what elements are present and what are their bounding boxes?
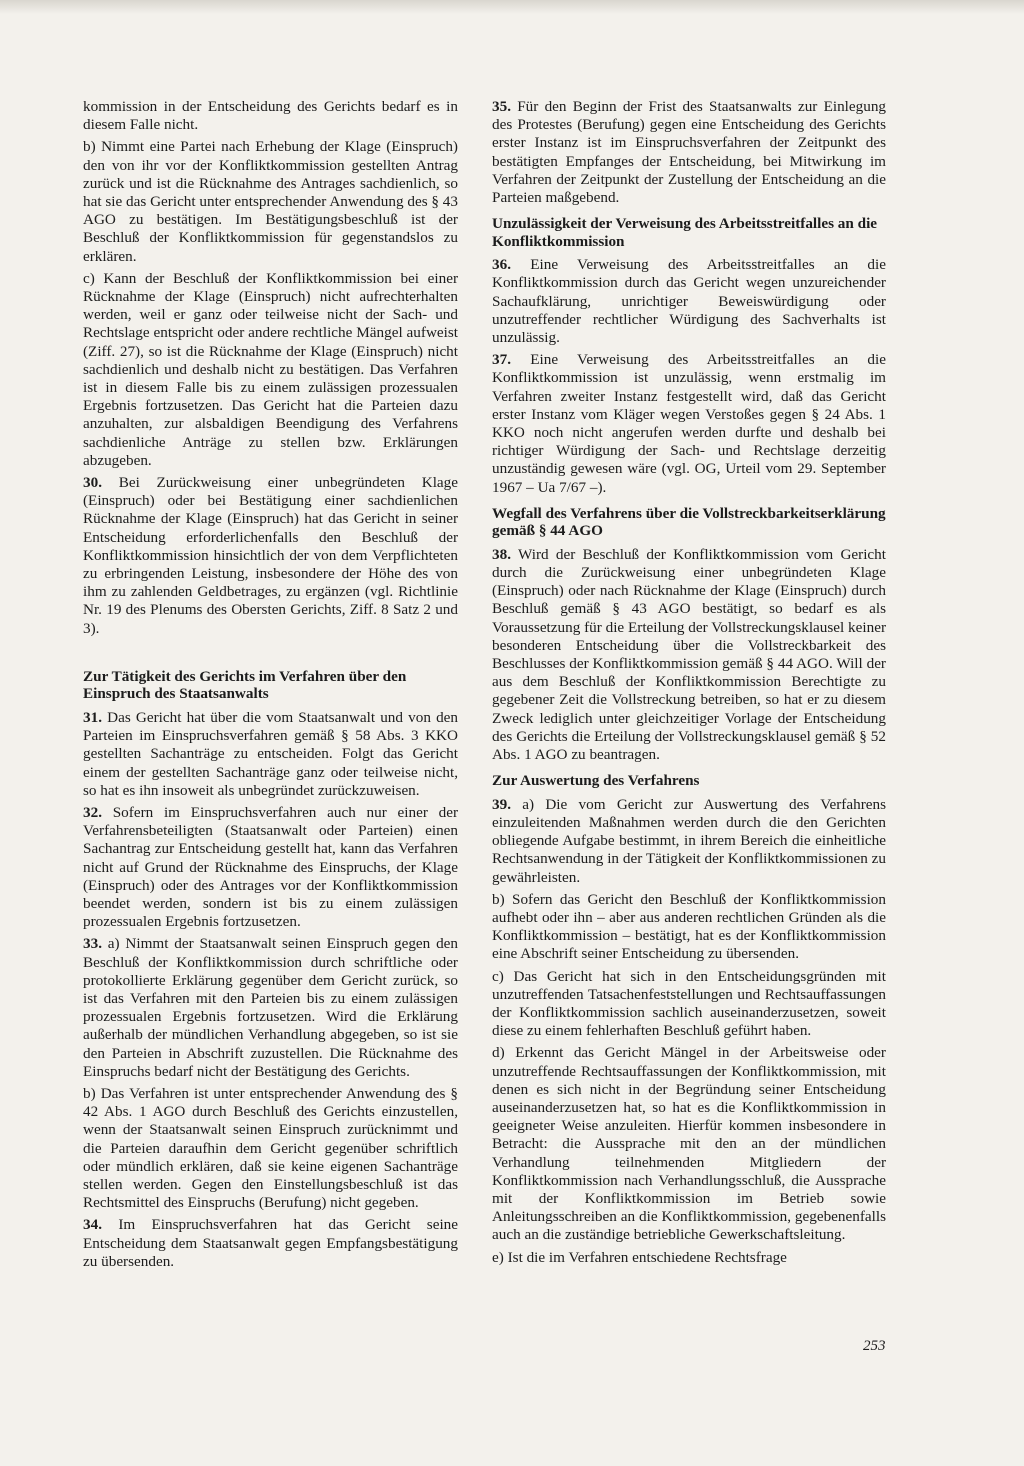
- paragraph-text: e) Ist die im Verfahren entschiedene Rechtsfrage: [492, 1248, 787, 1266]
- paragraph: [83, 935, 458, 1081]
- paragraph-text: b) Nimmt eine Partei nach Erhebung der Klage (Einspruch) den von ihr vor der Konfliktkommission gestellten Antrag zurück und ist die Rücknahme des Antrages sachdienlich, so hat sie das Gericht unter entsprechender Anwendung des § 43 AGO zu bestätigen. Im Bestätigungsbeschluß ist der Beschluß der Konfliktkommission für gegenstandslos zu erklären.: [83, 138, 458, 265]
- paragraph: [83, 474, 458, 638]
- scan-edge: [0, 0, 1024, 14]
- paragraph-text: c) Kann der Beschluß der Konfliktkommission bei einer Rücknahme der Klage (Einspruch) nicht aufrechterhalten werden, weil er ganz oder teilweise nicht der Sach- und Rechtslage entspricht oder andere rechtliche Mängel aufweist (Ziff. 27), so ist die Rücknahme der Klage (Einspruch) nicht sachdienlich und deshalb nicht zu bestätigen. Das Verfahren ist in diesem Falle bis zu einem zulässigen prozessualen Ergebnis fortzusetzen. Das Gericht hat die Parteien dazu anzuhalten, zur alsbaldigen Beendigung des Verfahrens sachdienliche Anträge zu stellen bzw. Erklärungen abzugeben.: [83, 269, 458, 469]
- paragraph-text: Eine Verweisung des Arbeitsstreitfalles an die Konfliktkommission ist unzulässig, wenn erstmalig im Verfahren zweiter Instanz festgestellt wird, daß das Gericht erster Instanz vom Kläger wegen Verstoßes gegen § 24 Abs. 1 KKO noch nicht angerufen werden durfte und deshalb bei richtiger Würdigung der Sach- und Rechtslage derzeitig unzuständig gewesen wäre (vgl. OG, Urteil vom 29. September 1967 – Ua 7/67 –).: [492, 351, 886, 496]
- paragraph: [83, 1216, 458, 1271]
- paragraph: [83, 1085, 458, 1212]
- paragraph-number: 39.: [492, 795, 511, 813]
- paragraph: [492, 98, 886, 207]
- paragraph: [492, 891, 886, 964]
- paragraph-text: Wird der Beschluß der Konfliktkommission vom Gericht durch die Zurückweisung einer unbegründeten Klage (Einspruch) oder nach Rücknahme der Klage (Einspruch) durch Beschluß gemäß § 43 AGO bestätigt, so bedarf es als Voraussetzung für die Erteilung der Vollstreckungsklausel keiner besonderen Entscheidung über die Vollstreckbarkeit des Beschlusses der Konfliktkommission gemäß § 44 AGO. Will der aus dem Beschluß der Konfliktkommission Berechtigte zu gegebener Zeit die Vollstreckung betreiben, so hat er zu diesem Zweck lediglich unter gleichzeitiger Vorlage der Entscheidung des Gerichts die Erteilung der Vollstreckungsklausel gemäß § 52 Abs. 1 AGO zu beantragen.: [492, 545, 886, 764]
- right-column: [492, 98, 886, 1271]
- section-heading-text: Zur Tätigkeit des Gerichts im Verfahren über den Einspruch des Staatsanwalts: [83, 667, 407, 703]
- paragraph: [83, 138, 458, 265]
- paragraph: [83, 804, 458, 931]
- paragraph: [492, 1249, 886, 1267]
- paragraph-number: 32.: [83, 803, 102, 821]
- paragraph-text: d) Erkennt das Gericht Mängel in der Arbeitsweise oder unzutreffende Rechtsauffassungen der Konfliktkommission, mit denen es sich nicht in der Begründung seiner Entscheidung auseinanderzusetzen hat, so hat es die Konfliktkommission in geeigneter Weise anzuleiten. Hierfür kommen insbesondere in Betracht: die Aussprache mit den an der mündlichen Verhandlung teilnehmenden Mitgliedern der Konfliktkommission nach Verhandlungsschluß, die Aussprache mit der Konfliktkommission im Betrieb sowie Anleitungsschreiben an die Konfliktkommission, gegebenenfalls auch an die zuständige betriebliche Gewerkschaftsleitung.: [492, 1044, 886, 1244]
- paragraph-text: c) Das Gericht hat sich in den Entscheidungsgründen mit unzutreffenden Tatsachenfeststellungen und Rechtsauffassungen der Konfliktkommission sachlich auseinanderzusetzen, soweit diese zu einem fehlerhaften Beschluß geführt haben.: [492, 967, 886, 1040]
- left-column: [83, 98, 458, 1275]
- section-heading: [83, 668, 458, 703]
- paragraph-text: a) Nimmt der Staatsanwalt seinen Einspruch gegen den Beschluß der Konfliktkommission durch schriftliche oder protokollierte Erklärung gegenüber dem Gericht zurück, so ist das Verfahren mit den Parteien bis zu einem zulässigen prozessualen Ergebnis fortzusetzen. Wird die Erklärung außerhalb der mündlichen Verhandlung abgegeben, so ist sie den Parteien in Abschrift zuzustellen. Die Rücknahme des Einspruchs bedarf nicht der Bestätigung des Gerichts.: [83, 935, 458, 1080]
- paragraph: [492, 1044, 886, 1244]
- paragraph: [492, 796, 886, 887]
- paragraph-text: a) Die vom Gericht zur Auswertung des Verfahrens einzuleitenden Maßnahmen werden durch die den Gerichten obliegende Aufgabe bestimmt, in ihrem Bereich die einheitliche Rechtsanwendung in der Tätigkeit der Konfliktkommissionen zu gewährleisten.: [492, 795, 887, 886]
- paragraph-number: 31.: [83, 708, 102, 726]
- page-number: 253: [863, 1338, 886, 1354]
- section-heading-text: Zur Auswertung des Verfahrens: [492, 772, 700, 790]
- section-heading-text: Wegfall des Verfahrens über die Vollstreckbarkeitserklärung gemäß § 44 AGO: [492, 504, 886, 540]
- paragraph-text: b) Sofern das Gericht den Beschluß der Konfliktkommission aufhebt oder ihn – aber aus anderen rechtlichen Gründen als die Konfliktkommission – bestätigt, hat es der Konfliktkommission eine Abschrift seiner Entscheidung zu übersenden.: [492, 890, 886, 963]
- paragraph: [83, 709, 458, 800]
- paragraph-text: Sofern im Einspruchsverfahren auch nur einer der Verfahrensbeteiligten (Staatsanwalt oder Parteien) einen Sachantrag zur Entscheidung gestellt hat, kann das Verfahren nicht auf Grund der Rücknahme des Einspruchs, der Klage (Einspruch) oder des Antrages vor der Konfliktkommission beendet werden, sondern ist bis zu einem zulässigen prozessualen Ergebnis fortzusetzen.: [83, 803, 459, 931]
- paragraph-text: Bei Zurückweisung einer unbegründeten Klage (Einspruch) oder bei Bestätigung einer sachdienlichen Rücknahme der Klage (Einspruch) hat das Gericht in seiner Entscheidung erforderlichenfalls den Beschluß der Konfliktkommission hinsichtlich der von dem Verpflichteten zu erbringenden Leistung, insbesondere der Höhe des von ihm zu zahlenden Geldbetrages, zu ergänzen (vgl. Richtlinie Nr. 19 des Plenums des Obersten Gerichts, Ziff. 8 Satz 2 und 3).: [83, 474, 458, 637]
- paragraph: [83, 98, 458, 134]
- paragraph-number: 34.: [83, 1216, 102, 1234]
- paragraph-text: b) Das Verfahren ist unter entsprechender Anwendung des § 42 Abs. 1 AGO durch Beschluß des Gerichts einzustellen, wenn der Staatsanwalt seinen Einspruch zurücknimmt und die Parteien daraufhin dem Gericht gegenüber schriftlich oder mündlich erklären, daß sie keine eigenen Sachanträge stellen werden. Gegen den Einstellungsbeschluß ist das Rechtsmittel des Einspruchs (Berufung) nicht gegeben.: [83, 1084, 458, 1212]
- paragraph: [492, 968, 886, 1041]
- paragraph-number: 33.: [83, 935, 102, 953]
- section-heading-text: Unzulässigkeit der Verweisung des Arbeitsstreitfalles an die Konfliktkommission: [492, 215, 878, 250]
- paragraph-text: Für den Beginn der Frist des Staatsanwalts zur Einlegung des Protestes (Berufung) gegen eine Entscheidung des Gerichts erster Instanz ist im Einspruchsverfahren der Zeitpunkt des bestätigten Empfanges der Entscheidung, bei Mitwirkung im Verfahren der Zeitpunkt der Zustellung der Entscheidung an die Parteien maßgebend.: [492, 98, 887, 207]
- paragraph-number: 35.: [492, 98, 511, 115]
- paragraph-number: 38.: [492, 545, 511, 563]
- paragraph-number: 37.: [492, 351, 511, 369]
- paragraph-text: Das Gericht hat über die vom Staatsanwalt und von den Parteien im Einspruchsverfahren gemäß § 58 Abs. 3 KKO gestellten Sachanträge zu entscheiden. Folgt das Gericht einem der gestellten Sachanträge ganz oder teilweise nicht, so hat es ihn insoweit als unbegründet zurückzuweisen.: [83, 708, 458, 799]
- paragraph: [492, 351, 886, 497]
- section-heading: [492, 505, 886, 540]
- paragraph: [492, 256, 886, 347]
- paragraph: [492, 546, 886, 764]
- paragraph-number: 36.: [492, 256, 511, 274]
- paragraph: [83, 270, 458, 470]
- paragraph-text: Im Einspruchsverfahren hat das Gericht seine Entscheidung dem Staatsanwalt gegen Empfangsbestätigung zu übersenden.: [83, 1216, 458, 1270]
- section-heading: [492, 215, 886, 250]
- paragraph-number: 30.: [83, 474, 102, 492]
- paragraph-text: Eine Verweisung des Arbeitsstreitfalles an die Konfliktkommission durch das Gericht wegen unzureichender Sachaufklärung, unrichtiger Beweiswürdigung oder unzutreffender rechtlicher Würdigung des Sachverhalts ist unzulässig.: [492, 256, 886, 347]
- section-heading: [492, 772, 886, 790]
- paragraph-text: kommission in der Entscheidung des Gerichts bedarf es in diesem Falle nicht.: [83, 98, 458, 134]
